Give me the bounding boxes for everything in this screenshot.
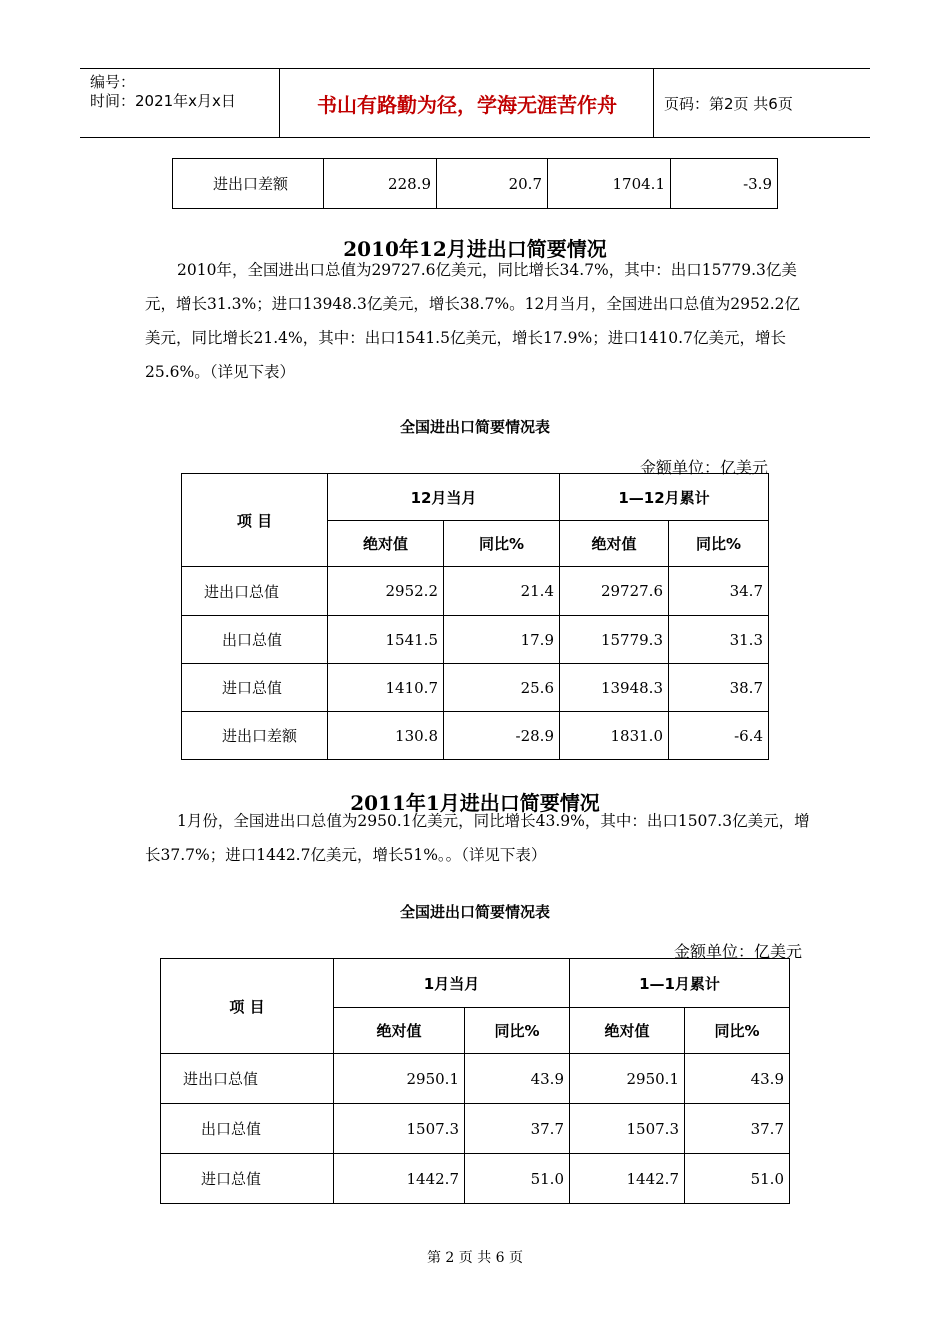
table-row: [161, 1104, 790, 1154]
row-label: 出口总值: [161, 1104, 334, 1154]
table-cell: 1541.5: [328, 616, 444, 664]
code-label: 编号：: [90, 73, 136, 91]
table-header-row: [161, 959, 790, 1008]
table-cell: 43.9: [465, 1054, 570, 1104]
table-cell: 51.0: [685, 1154, 790, 1204]
sub-yoy-header: 同比%: [669, 521, 769, 567]
table-cell: 37.7: [685, 1104, 790, 1154]
table-cell: 51.0: [465, 1154, 570, 1204]
table-cell: 15779.3: [560, 616, 669, 664]
table-row: [182, 616, 769, 664]
table-cell: -3.9: [671, 159, 778, 209]
table-cell: 37.7: [465, 1104, 570, 1154]
table-cell: 34.7: [669, 567, 769, 616]
table-cell: 130.8: [328, 712, 444, 760]
table-row: [182, 567, 769, 616]
date-label: 时间：2021年x月x日: [90, 92, 236, 110]
row-label: 进口总值: [182, 664, 328, 712]
table-cell: 1507.3: [334, 1104, 465, 1154]
table-title: 全国进出口简要情况表: [399, 903, 550, 921]
row-label: 进出口总值: [161, 1054, 334, 1104]
table-cell: 31.3: [669, 616, 769, 664]
section-paragraph: 1月份，全国进出口总值为2950.1亿美元，同比增长43.9%，其中：出口1507.3亿美元，增长37.7%；进口1442.7亿美元，增长51%。。（详见下表）: [145, 812, 810, 864]
page-footer: 第 2 页 共 6 页: [426, 1250, 524, 1266]
unit-label: 金额单位：亿美元: [674, 942, 803, 961]
table-cell: 1507.3: [570, 1104, 685, 1154]
section-paragraph: 2010年，全国进出口总值为29727.6亿美元，同比增长34.7%，其中：出口15779.3亿美元，增长31.3%；进口13948.3亿美元，增长38.7%。12月当月，全国进出口总值为2952.2亿美元，同比增长21.4%，其中：出口1541.5亿美元，增长17.9%；进口1410.7亿美元，增长25.6%。（详见下表）: [145, 261, 801, 381]
row-label: 进口总值: [161, 1154, 334, 1204]
row-label: 出口总值: [182, 616, 328, 664]
table-cell: 43.9: [685, 1054, 790, 1104]
header-motto: 书山有路勤为径，学海无涯苦作舟: [281, 69, 654, 137]
page-header: [80, 68, 870, 138]
table-cell: 2950.1: [570, 1054, 685, 1104]
trade-table-2011-01: [160, 958, 790, 1204]
col-item-header: 项 目: [161, 959, 334, 1054]
sub-yoy-header: 同比%: [465, 1008, 570, 1054]
table-row: [173, 159, 778, 209]
table-row: [161, 1054, 790, 1104]
col-month-header: 1月当月: [334, 959, 570, 1008]
table-cell: 21.4: [444, 567, 560, 616]
table-header-row: [182, 474, 769, 521]
table-cell: 25.6: [444, 664, 560, 712]
table-cell: 进出口差额: [173, 159, 324, 209]
table-title: 全国进出口简要情况表: [399, 418, 550, 436]
trade-table-2010-12: [181, 473, 769, 760]
section-heading: 2011年1月进出口简要情况: [350, 791, 600, 815]
table-cell: -6.4: [669, 712, 769, 760]
sub-abs-header: 绝对值: [560, 521, 669, 567]
table-row: [161, 1154, 790, 1204]
col-item-header: 项 目: [182, 474, 328, 567]
table-cell: 29727.6: [560, 567, 669, 616]
table-cell: 228.9: [324, 159, 437, 209]
table-cell: 13948.3: [560, 664, 669, 712]
table-cell: 1831.0: [560, 712, 669, 760]
section-heading: 2010年12月进出口简要情况: [343, 237, 607, 261]
unit-label: 金额单位：亿美元: [640, 458, 769, 477]
col-cum-header: 1—1月累计: [570, 959, 790, 1008]
table-cell: 1442.7: [334, 1154, 465, 1204]
sub-yoy-header: 同比%: [685, 1008, 790, 1054]
table-cell: 2952.2: [328, 567, 444, 616]
col-cum-header: 1—12月累计: [560, 474, 769, 521]
header-page-label: 页码：第2页 共6页: [664, 94, 793, 113]
sub-abs-header: 绝对值: [328, 521, 444, 567]
table-cell: 1410.7: [328, 664, 444, 712]
table-cell: 17.9: [444, 616, 560, 664]
table-row: [182, 664, 769, 712]
header-meta: [80, 69, 280, 137]
row-label: 进出口差额: [182, 712, 328, 760]
table-cell: 38.7: [669, 664, 769, 712]
table-cell: -28.9: [444, 712, 560, 760]
table-row: [182, 712, 769, 760]
row-label: 进出口总值: [182, 567, 328, 616]
sub-yoy-header: 同比%: [444, 521, 560, 567]
table-cell: 20.7: [437, 159, 548, 209]
table-cell: 1704.1: [548, 159, 671, 209]
table-cell: 1442.7: [570, 1154, 685, 1204]
continuation-table: [172, 158, 778, 209]
sub-abs-header: 绝对值: [570, 1008, 685, 1054]
table-cell: 2950.1: [334, 1054, 465, 1104]
sub-abs-header: 绝对值: [334, 1008, 465, 1054]
col-month-header: 12月当月: [328, 474, 560, 521]
